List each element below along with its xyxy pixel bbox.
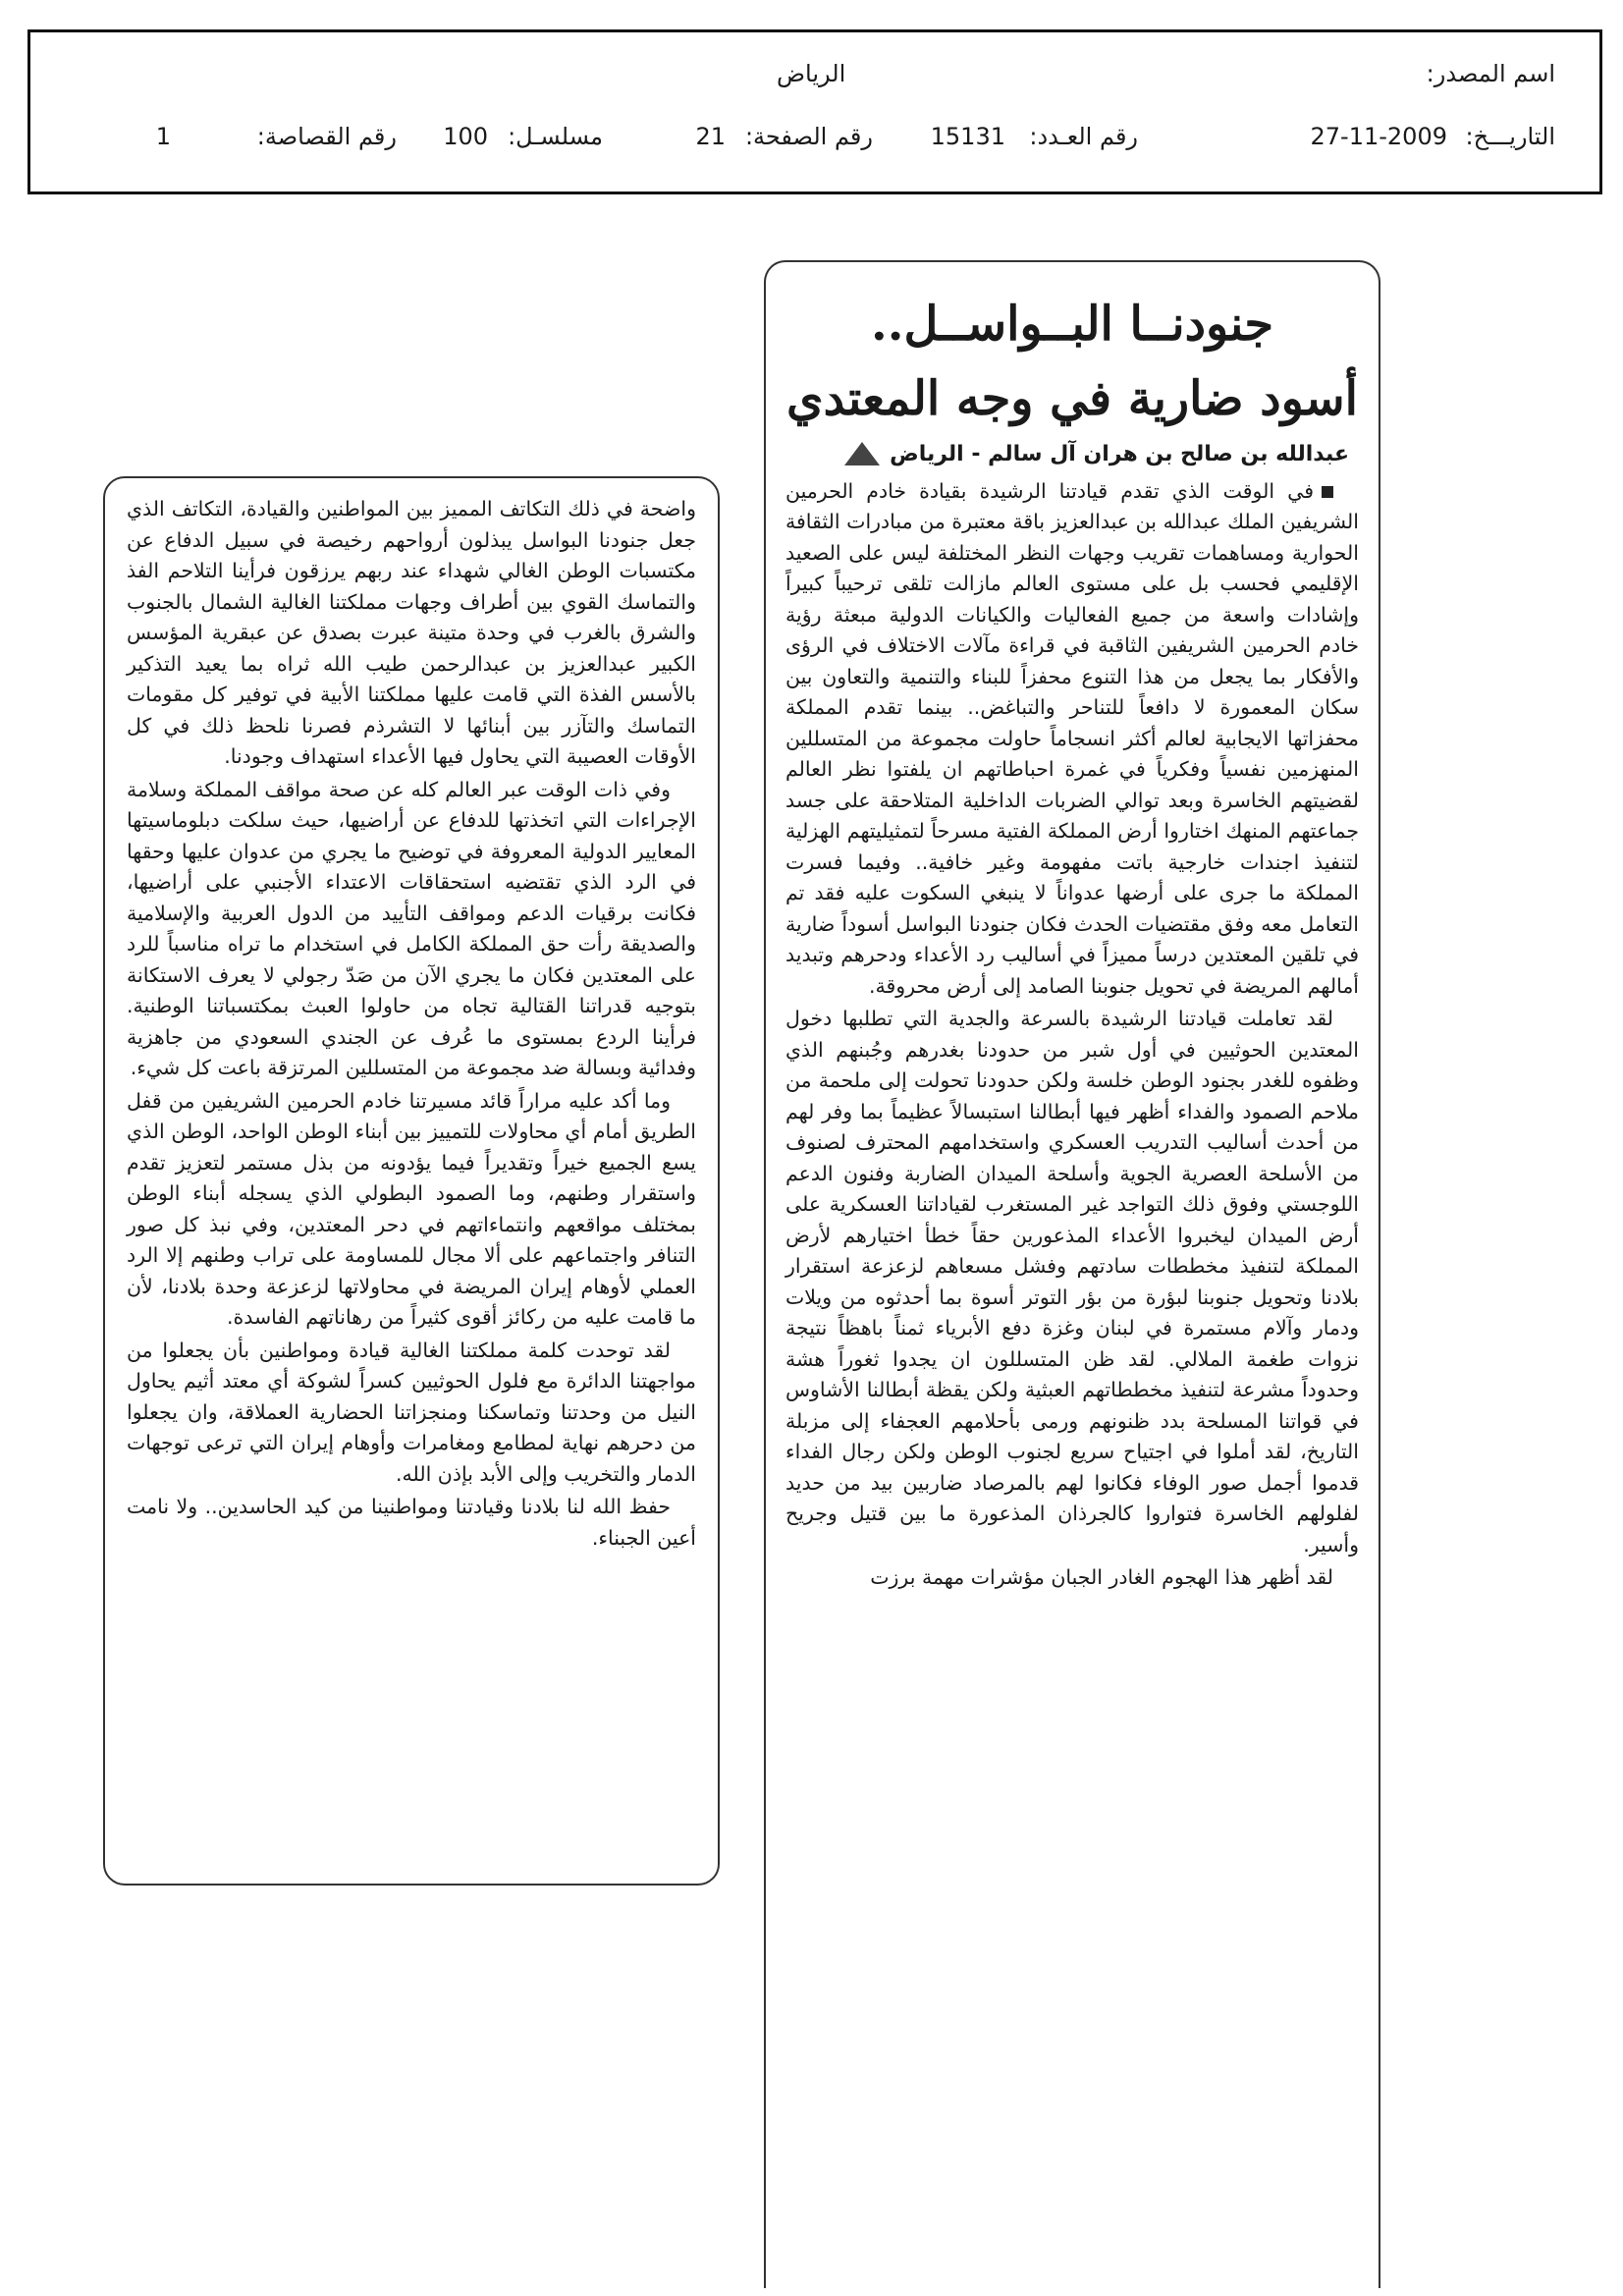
article-title-line2: أسود ضارية في وجه المعتدي	[786, 371, 1358, 427]
page-label: رقم الصفحة:	[744, 123, 873, 150]
paragraph: وما أكد عليه مراراً قائد مسيرتنا خادم الحرمين الشريفين من قفل الطريق أمام أي محاولات للتمييز بين أبناء الوطن الواحد، الوطن الذي يسع الجميع خيراً وتقديراً فيما يؤدونه من بذل مستمر لتعزيز تقدم واستقرار وطنهم، وما الصمود البطولي الذي يسجله أبناء الوطن بمختلف مواقعهم وانتماءاتهم في دحر المعتدين، وفي نبذ كل صور التنافر واجتماعهم على ألا مجال للمساومة على تراب وطنهم إلا الرد العملي لأوهام إيران المريضة في محاولاتها لزعزعة وحدة بلادنا، لأن ما قامت عليه من ركائز أقوى كثيراً من رهاناتهم الفاسدة.	[127, 1088, 696, 1329]
bullet-square-icon	[1322, 486, 1333, 498]
source-value: الرياض	[777, 60, 846, 87]
author-name: عبدالله بن صالح بن هران آل سالم - الرياض	[890, 441, 1349, 466]
clipping-header	[27, 29, 1602, 194]
issue-label: رقم العـدد:	[1029, 123, 1138, 150]
article-column-right	[764, 260, 1380, 2288]
issue-value: 15131	[930, 123, 1005, 150]
paragraph: لقد أظهر هذا الهجوم الغادر الجبان مؤشرات مهمة برزت	[870, 1565, 1333, 1590]
clip-label: رقم القصاصة:	[256, 123, 397, 150]
paragraph: واضحة في ذلك التكاتف المميز بين المواطنين والقيادة، التكاتف الذي جعل جنودنا البواسل يبذلون أرواحهم رخيصة في سبيل الدفاع عن مكتسبات الوطن الغالي شهداء عند ربهم يرزقون فرأينا التلاحم الفذ والتماسك القوي بين أطراف وجهات مملكتنا الغالية الشمال بالجنوب والشرق بالغرب في وحدة متينة عبرت بصدق عن عبقرية المؤسس الكبير عبدالعزيز بن عبدالرحمن طيب الله ثراه بما يعيد التذكير بالأسس الفذة التي قامت عليها مملكتنا الأبية في توفير كل مقومات التماسك والتآزر بين أبنائها لا التشرذم فصرنا نلحظ ذلك في كل الأوقات العصيبة التي يحاول فيها الأعداء استهداف وجودنا.	[127, 497, 696, 768]
byline	[785, 442, 1349, 466]
source-label: اسم المصدر:	[1426, 60, 1555, 87]
paragraph-text: في الوقت الذي تقدم قيادتنا الرشيدة بقيادة خادم الحرمين الشريفين الملك عبدالله بن عبدالعزيز باقة معتبرة من مبادرات الثقافة الحوارية ومساهمات تقريب وجهات النظر المختلفة ليس على الصعيد الإقليمي فحسب بل على مستوى العالم مازالت تلقى ترحيباً كبيراً وإشادات واسعة من جميع الفعاليات والكيانات الدولية مبعثة رؤية خادم الحرمين الشريفين الثاقبة في قراءة مآلات الاختلاف في الرؤى والأفكار بما يجعل من هذا التنوع محفزاً للبناء والتنمية والتعاون بين سكان المعمورة لا دافعاً للتناحر والتباغض.. بينما تقدم المملكة محفزاتها الايجابية لعالم أكثر انسجاماً حاولت مجموعة من المتسللين المنهزمين نفسياً وفكرياً في غمرة احباطاتهم ان يلفتوا نظر العالم لقضيتهم الخاسرة وبعد توالي الضربات الداخلية المتلاحقة على جسد جماعتهم المنهك اختاروا أرض المملكة الفتية مسرحاً لتمثيليتهم الهزلية لتنفيذ اجندات خارجية باتت مفهومة وغير خافية.. وفيما فسرت المملكة ما جرى على أرضها عدواناً لا ينبغي السكوت عليه فقد تم التعامل معه وفق مقتضيات الحدث فكان جنودنا البواسل أسوداً ضارية في تلقين المعتدين درساً مميزاً في أساليب رد الأعداء ودحرهم وتبديد أمالهم المريضة في تحويل جنوبنا الصامد إلى أرض محروقة.	[785, 478, 1359, 998]
page-value: 21	[695, 123, 726, 150]
paragraph: لقد توحدت كلمة مملكتنا الغالية قيادة ومواطنين بأن يجعلوا من مواجهتنا الدائرة مع فلول الحوثيين كسراً لشوكة أي معتد أثيم يحاول النيل من وحدتنا وتماسكنا ومنجزاتنا الحضارية العملاقة، وان يجعلوا من دحرهم نهاية لمطامع ومغامرات وأوهام إيران التي ترعى توجهات الدمار والتخريب وإلى الأبد بإذن الله.	[127, 1338, 696, 1486]
pyramid-icon	[844, 442, 880, 465]
paragraph	[785, 476, 1359, 1003]
serial-label: مسلسـل:	[508, 123, 603, 150]
serial-value: 100	[443, 123, 488, 150]
date-label: التاريـــخ:	[1465, 123, 1555, 150]
paragraph: لقد تعاملت قيادتنا الرشيدة بالسرعة والجدية التي تطلبها دخول المعتدين الحوثيين في أول شبر من حدودنا بغدرهم وجُبنهم الذي وظفوه للغدر بجنود الوطن خلسة ولكن حدودنا تحولت إلى ملحمة من ملاحم الصمود والفداء أظهر فيها أبطالنا استبسالاً عظيماً بما وفر لهم من أحدث أساليب التدريب العسكري واستخدامهم المحترف لصنوف من الأسلحة العصرية الجوية وأسلحة الميدان الضاربة وفنون الدعم اللوجستي وفوق ذلك التواجد غير المستغرب لقياداتنا العسكرية على أرض الميدان ليخبروا الأعداء المذعورين حقاً خطأ اختيارهم لأرض المملكة لتنفيذ مخططات سادتهم وفشل مسعاهم لزعزعة استقرار بلادنا وتحويل جنوبنا لبؤرة من بؤر التوتر أسوة بما أحدثوه من ويلات ودمار وآلام مستمرة في لبنان وغزة دفع الأبرياء ثمناً باهظاً نتيجة نزوات طغمة الملالي. لقد ظن المتسللون ان يجدوا ثغوراً هشة وحدوداً مشرعة لتنفيذ مخططاتهم العبثية ولكن يقظة أبطالنا الأشاوس في قواتنا المسلحة بدد ظنونهم ورمى بأحلامهم العجفاء إلى مزبلة التاريخ، لقد أملوا في اجتياح سريع لجنوب الوطن ولكن رجال الفداء قدموا أجمل صور الوفاء فكانوا لهم بالمرصاد ضاربين بيد من حديد لفلولهم الخاسرة فتواروا كالجرذان المذعورة ما بين قتيل وجريح وأسير.	[785, 1007, 1359, 1557]
closing-line: حفظ الله لنا بلادنا وقيادتنا ومواطنينا من كيد الحاسدين.. ولا نامت أعين الجبناء.	[127, 1495, 696, 1550]
article-column-left	[103, 476, 720, 1886]
article-title-line1: جنودنــا البــواســل..	[871, 297, 1273, 352]
date-value: 27-11-2009	[1310, 123, 1447, 150]
paragraph: وفي ذات الوقت عبر العالم كله عن صحة مواقف المملكة وسلامة الإجراءات التي اتخذتها للدفاع عن أراضيها، حيث سلكت دبلوماسيتها المعايير الدولية المعروفة في توضيح ما يجري من عدوان عليها وحقها في الرد الذي تقتضيه استحقاقات الاعتداء الأجنبي على أراضيها، فكانت برقيات الدعم ومواقف التأييد من الدول العربية والإسلامية والصديقة رأت حق المملكة الكامل في استخدام ما تراه مناسباً للرد على المعتدين فكان ما يجري الآن من صَدّ رجولي لا يعرف الاستكانة بتوجيه قدراتنا القتالية تجاه من حاولوا العبث بمكتسباتنا الوطنية. فرأينا الردع بمستوى ما عُرف عن الجندي السعودي من جاهزية وفدائية وبسالة ضد مجموعة من المتسللين المرتزقة باعت كل شيء.	[127, 777, 696, 1079]
clip-value: 1	[155, 123, 171, 150]
